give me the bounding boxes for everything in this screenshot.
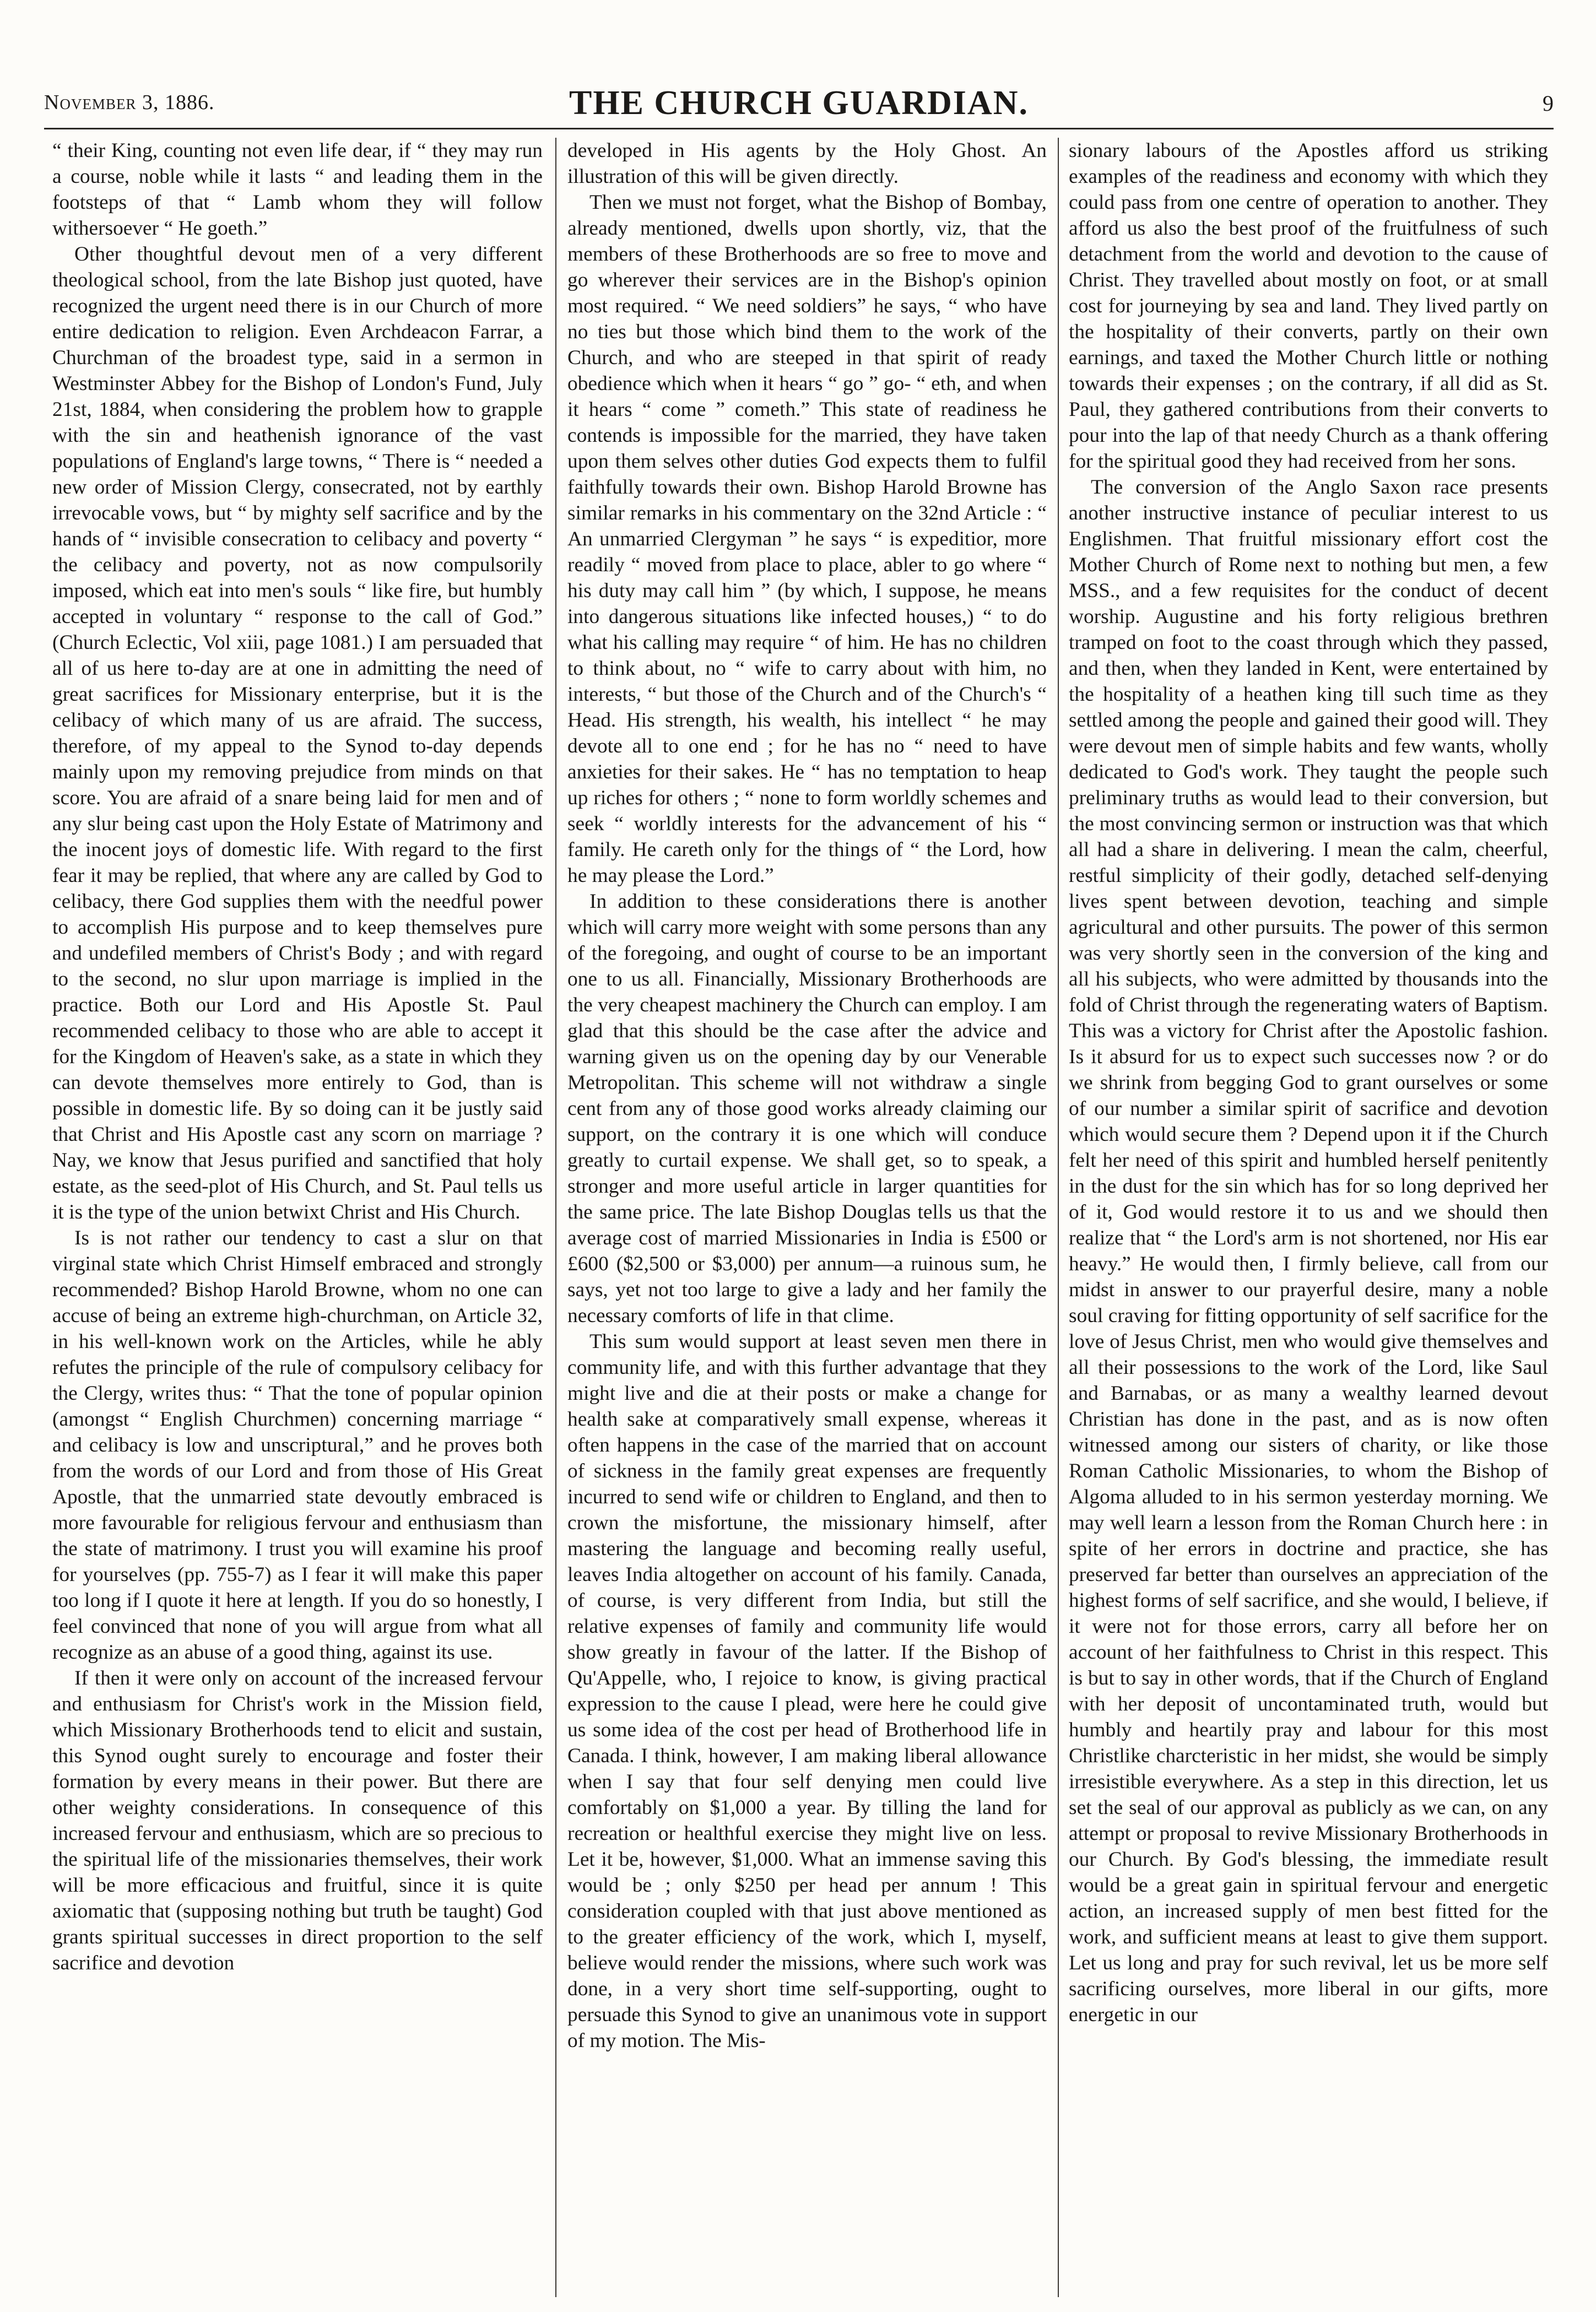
page-number: 9 bbox=[1543, 91, 1554, 116]
paragraph: In addition to these considerations there is another which will carry more weight with some persons than any of the foregoing, and ought of course to be an important one to us all. Financially, Missionary Brotherhoods are the very cheapest machinery the Church can employ. I am glad that this should be the case after the advice and warning given us on the opening day by our Venerable Metropolitan. This scheme will not withdraw a single cent from any of those good works already claiming our support, on the contrary it is one which will conduce greatly to curtail expense. We shall get, so to speak, a stronger and more useful article in larger quantities for the same price. The late Bishop Douglas tells us that the average cost of married Missionaries in India is £500 or £600 ($2,500 or $3,000) per annum—a ruinous sum, he says, yet not too large to give a lady and her family the necessary comforts of life in that clime. bbox=[567, 890, 1047, 1327]
column-divider bbox=[555, 138, 556, 2297]
paragraph: The conversion of the Anglo Saxon race presents another instructive instance of peculiar interest to us Englishmen. That fruitful missionary effort cost the Mother Church of Rome next to nothing but men, a few MSS., and a few requisites for the conduct of decent worship. Augustine and his forty religious brethren tramped on foot to the coast through which they passed, and then, when they landed in Kent, were entertained by the hospitality of a heathen king till such time as they settled among the people and gained their good will. They were devout men of simple habits and few wants, wholly dedicated to God's work. They taught the people such preliminary truths as would lead to their conversion, but the most convincing sermon or instruction was that which all had a share in delivering. I mean the calm, cheerful, restful simplicity of their godly, detached self-denying lives spent between devotion, teaching and simple agricultural and other pursuits. The power of this sermon was very shortly seen in the conversion of the king and all his subjects, who were admitted by thousands into the fold of Christ through the regenerating waters of Baptism. This was a victory for Christ after the Apostolic fashion. Is it absurd for us to expect such successes now ? or do we shrink from begging God to grant ourselves or some of our number a similar spirit of sacrifice and devotion which would secure them ? Depend upon it if the Church felt her need of this spirit and humbled herself penitently in the dust for the sin which has for so long deprived her of it, God would restore it to us and we should then realize that “ the Lord's arm is not shortened, nor His ear heavy.” He would then, I firmly believe, call from our midst in answer to our prayerful desire, many a noble soul craving for fitting opportunity of self sacrifice for the love of Jesus Christ, men who would give themselves and all their possessions to the work of the Lord, like Saul and Barnabas, or as many a wealthy learned devout Christian has done in the past, and as is now often witnessed among our sisters of charity, or like those Roman Catholic Missionaries, to whom the Bishop of Algoma alluded to in his sermon yesterday morning. We may well learn a lesson from the Roman Church here : in spite of her errors in doctrine and practice, she has preserved far better than ourselves an appreciation of the highest forms of self sacrifice, and she would, I believe, if it were not for those errors, carry all before her on account of her faithfulness to Christ in this respect. This is but to say in other words, that if the Church of England with her deposit of uncontaminated truth, would but humbly and heartily pray and labour for this most Christlike charcteristic in her midst, she would be simply irresistible everywhere. As a step in this direction, let us set the seal of our approval as publicly as we can, on any attempt or proposal to revive Missionary Brotherhoods in our Church. By God's blessing, the immediate result would be a great gain in spiritual fervour and energetic action, an increased supply of men best fitted for the work, and sufficient means at least to give them support. Let us long and pray for such revival, let us be more self sacrificing ourselves, more liberal in our gifts, more energetic in our bbox=[1069, 476, 1548, 2026]
paragraph: sionary labours of the Apostles afford us striking examples of the readiness and economy with which they could pass from one centre of operation to another. They afford us also the best proof of the fruitfulness of such detachment from the world and devotion to the cause of Christ. They travelled about mostly on foot, or at small cost for journeying by sea and land. They lived partly on the hospitality of their converts, partly on their own earnings, and taxed the Mother Church little or nothing towards their expenses ; on the contrary, if all did as St. Paul, they gathered contributions from their converts to pour into the lap of that needy Church as a thank offering for the spiritual good they had received from her sons. bbox=[1069, 139, 1548, 473]
text-column-3 bbox=[1069, 138, 1548, 2297]
paragraph: If then it were only on account of the increased fervour and enthusiasm for Christ's work in the Mission field, which Missionary Brotherhoods tend to elicit and sustain, this Synod ought surely to encourage and foster their formation by every means in their power. But there are other weighty considerations. In consequence of this increased fervour and enthusiasm, which are so precious to the spiritual life of the missionaries themselves, their work will be more efficacious and fruitful, since it is quite axiomatic that (supposing nothing but truth be taught) God grants spiritual successes in direct proportion to the self sacrifice and devotion bbox=[52, 1667, 543, 1974]
column-divider bbox=[1058, 138, 1059, 2297]
paragraph: developed in His agents by the Holy Ghost. An illustration of this will be given directly. bbox=[567, 139, 1047, 188]
masthead-rule bbox=[44, 128, 1554, 129]
text-column-1 bbox=[52, 138, 543, 2297]
paragraph: Other thoughtful devout men of a very different theological school, from the late Bishop just quoted, have recognized the urgent need there is in our Church of more entire dedication to religion. Even Archdeacon Farrar, a Churchman of the broadest type, said in a sermon in Westminster Abbey for the Bishop of London's Fund, July 21st, 1884, when considering the problem how to grapple with the sin and heathenish ignorance of the vast populations of England's large towns, “ There is “ needed a new order of Mission Clergy, consecrated, not by earthly irrevocable vows, but “ by mighty self sacrifice and by the hands of “ invisible consecration to celibacy and poverty “ the celibacy and poverty, not as now compulsorily imposed, which eat into men's souls “ like fire, but humbly accepted in voluntary “ response to the call of God.” (Church Eclectic, Vol xiii, page 1081.) I am persuaded that all of us here to-day are at one in admitting the need of great sacrifices for Missionary enterprise, but it is the celibacy of which many of us are afraid. The success, therefore, of my appeal to the Synod to-day depends mainly upon my removing prejudice from minds on that score. You are afraid of a snare being laid for men and of any slur being cast upon the Holy Estate of Matrimony and the inocent joys of domestic life. With regard to the first fear it may be replied, that where any are called by God to celibacy, there God supplies them with the needful power to accomplish His purpose and to keep themselves pure and undefiled members of Christ's Body ; and with regard to the second, no slur upon marriage is implied in the practice. Both our Lord and His Apostle St. Paul recommended celibacy to those who are able to accept it for the Kingdom of Heaven's sake, as a state in which they can devote themselves more entirely to God, than is possible in domestic life. By so doing can it be justly said that Christ and His Apostle cast any scorn on marriage ? Nay, we know that Jesus purified and sanctified that holy estate, as the seed-plot of His Church, and St. Paul tells us it is the type of the union betwixt Christ and His Church. bbox=[52, 243, 543, 1223]
paragraph: “ their King, counting not even life dear, if “ they may run a course, noble while it lasts “ and leading them in the footsteps of that “ Lamb whom they will follow withersoever “ He goeth.” bbox=[52, 139, 543, 240]
newspaper-title: THE CHURCH GUARDIAN. bbox=[569, 84, 1029, 122]
paragraph: Then we must not forget, what the Bishop of Bombay, already mentioned, dwells upon shortly, viz, that the members of these Brotherhoods are so free to move and go wherever their services are in the Bishop's opinion most required. “ We need soldiers” he says, “ who have no ties but those which bind them to the work of the Church, and who are steeped in that spirit of ready obedience which when it hears “ go ” go- “ eth, and when it hears “ come ” cometh.” This state of readiness he contends is impossible for the married, they have taken upon them selves other duties God expects them to fulfil faithfully towards their own. Bishop Harold Browne has similar remarks in his commentary on the 32nd Article : “ An unmarried Clergyman ” he says “ is expeditior, more readily “ moved from place to place, abler to go where “ his duty may call him ” (by which, I suppose, he means into dangerous situations like infected houses,) “ to do what his calling may require “ of him. He has no children to think about, no “ wife to carry about with him, no interests, “ but those of the Church and of the Church's “ Head. His strength, his wealth, his intellect “ he may devote all to one end ; for he has no “ need to have anxieties for their sakes. He “ has no temptation to heap up riches for others ; “ none to form worldly schemes and seek “ worldly interests for the advancement of his “ family. He careth only for the things of “ the Lord, how he may please the Lord.” bbox=[567, 191, 1047, 887]
issue-date: November 3, 1886. bbox=[44, 91, 215, 114]
text-column-2 bbox=[567, 138, 1047, 2297]
masthead bbox=[44, 83, 1554, 127]
paragraph: Is is not rather our tendency to cast a slur on that virginal state which Christ Himself embraced and strongly recommended? Bishop Harold Browne, whom no one can accuse of being an extreme high-churchman, on Article 32, in his well-known work on the Articles, while he ably refutes the principle of the rule of compulsory celibacy for the Clergy, writes thus: “ That the tone of popular opinion (amongst “ English Churchmen) concerning marriage “ and celibacy is low and unscriptural,” and he proves both from the words of our Lord and from those of His Great Apostle, that the unmarried state devoutly embraced is more favourable for religious fervour and enthusiasm than the state of matrimony. I trust you will examine his proof for yourselves (pp. 755-7) as I fear it will make this paper too long if I quote it here at length. If you do so honestly, I feel convinced that none of you will argue from what all recognize as an abuse of a good thing, against its use. bbox=[52, 1227, 543, 1664]
paragraph: This sum would support at least seven men there in community life, and with this further advantage that they might live and die at their posts or make a change for health sake at comparatively small expense, whereas it often happens in the case of the married that on account of sickness in the family great expenses are frequently incurred to send wife or children to England, and then to crown the misfortune, the missionary himself, after mastering the language and becoming really useful, leaves India altogether on account of his family. Canada, of course, is very different from India, but still the relative expenses of family and community life would show greatly in favour of the latter. If the Bishop of Qu'Appelle, who, I rejoice to know, is giving practical expression to the cause I plead, were here he could give us some idea of the cost per head of Brotherhood life in Canada. I think, however, I am making liberal allowance when I say that four self denying men could live comfortably on $1,000 a year. By tilling the land for recreation or healthful exercise they might live on less. Let it be, however, $1,000. What an immense saving this would be ; only $250 per head per annum ! This consideration coupled with that just above mentioned as to the greater efficiency of the work, which I, myself, believe would render the missions, where such work was done, in a very short time self-supporting, ought to persuade this Synod to give an unanimous vote in support of my motion. The Mis- bbox=[567, 1330, 1047, 2052]
